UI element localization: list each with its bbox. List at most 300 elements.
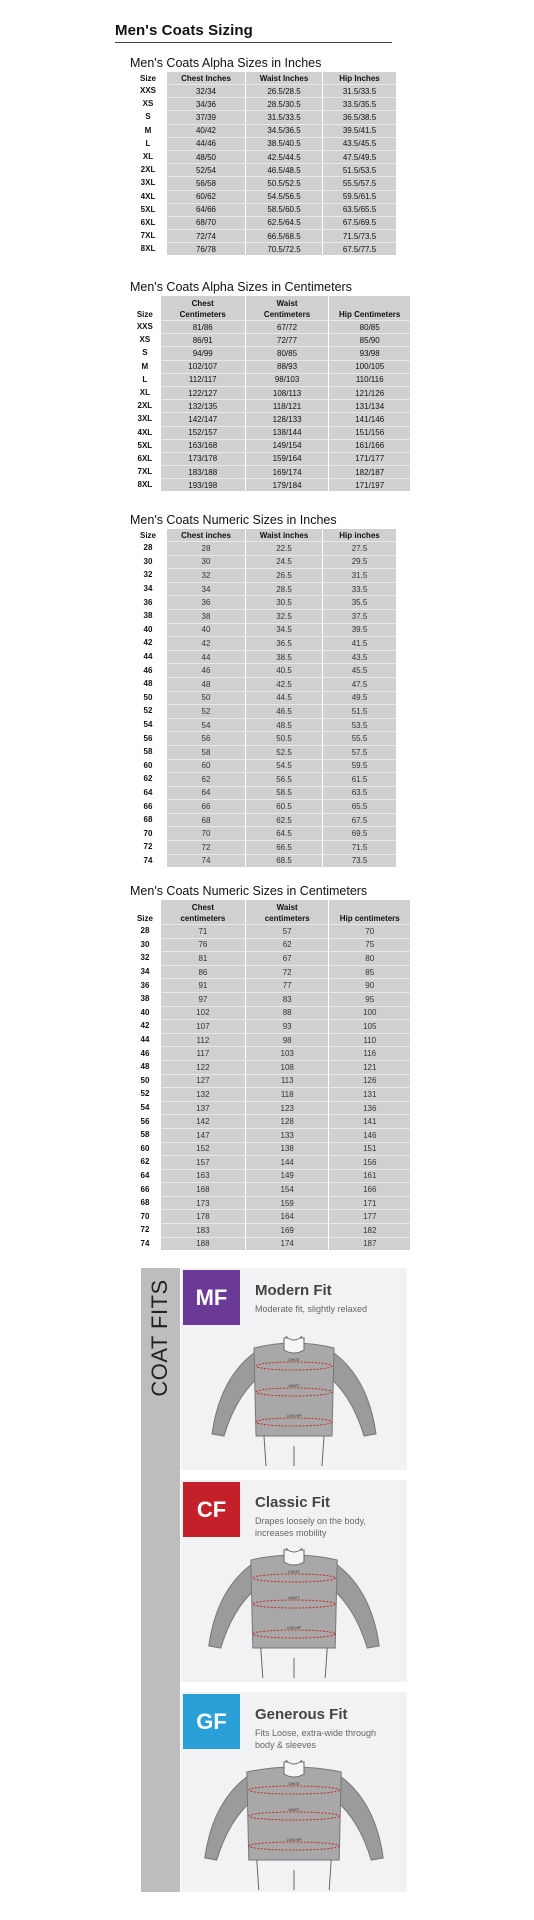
measure-cell: 71.5 bbox=[322, 840, 396, 854]
measure-cell: 34.5 bbox=[245, 623, 322, 637]
column-header: Hip Inches bbox=[322, 72, 396, 84]
measure-cell: 72/74 bbox=[166, 229, 245, 242]
measure-cell: 166 bbox=[328, 1182, 410, 1196]
table-row bbox=[130, 1128, 410, 1142]
measure-cell: 138/144 bbox=[245, 426, 329, 439]
measure-cell: 51.5/53.5 bbox=[322, 163, 396, 176]
measure-cell: 62 bbox=[166, 772, 245, 786]
measure-cell: 156 bbox=[328, 1155, 410, 1169]
table-row bbox=[130, 609, 396, 623]
measure-cell: 90 bbox=[328, 978, 410, 992]
fit-card-generous bbox=[181, 1692, 407, 1892]
table-row bbox=[130, 595, 396, 609]
table-row bbox=[130, 1155, 410, 1169]
measure-cell: 74 bbox=[166, 854, 245, 868]
measure-cell: 52/54 bbox=[166, 163, 245, 176]
header-row bbox=[130, 296, 410, 320]
measure-cell: 128 bbox=[245, 1114, 329, 1128]
section-title: Men's Coats Alpha Sizes in Centimeters bbox=[130, 280, 352, 294]
measure-cell: 37/39 bbox=[166, 110, 245, 123]
measure-cell: 183 bbox=[160, 1223, 245, 1237]
measure-cell: 86/91 bbox=[160, 333, 245, 346]
measure-cell: 152 bbox=[160, 1142, 245, 1156]
table-row bbox=[130, 1182, 410, 1196]
measure-cell: 72 bbox=[166, 840, 245, 854]
measure-cell: 28 bbox=[166, 541, 245, 555]
measure-cell: 98/103 bbox=[245, 373, 329, 386]
garment-illustration bbox=[181, 1548, 407, 1678]
measure-cell: 117 bbox=[160, 1046, 245, 1060]
measure-cell: 102 bbox=[160, 1006, 245, 1020]
measure-cell: 46 bbox=[166, 663, 245, 677]
measure-cell: 46.5/48.5 bbox=[245, 163, 322, 176]
size-cell: 50 bbox=[130, 691, 166, 705]
table-row bbox=[130, 1209, 410, 1223]
size-cell: 48 bbox=[130, 1060, 160, 1074]
measure-cell: 52 bbox=[166, 704, 245, 718]
table-row bbox=[130, 924, 410, 938]
size-cell: 8XL bbox=[130, 478, 160, 491]
measure-cell: 72 bbox=[245, 965, 329, 979]
size-cell: 8XL bbox=[130, 242, 166, 255]
size-cell: 6XL bbox=[130, 216, 166, 229]
table-row bbox=[130, 110, 396, 123]
measure-cell: 34.5/36.5 bbox=[245, 124, 322, 137]
measure-cell: 179/184 bbox=[245, 478, 329, 491]
measure-cell: 64/66 bbox=[166, 203, 245, 216]
measure-cell: 71.5/73.5 bbox=[322, 229, 396, 242]
measure-cell: 34 bbox=[166, 582, 245, 596]
waist-label: WAIST bbox=[288, 1808, 300, 1812]
size-cell: 34 bbox=[130, 965, 160, 979]
measure-cell: 58 bbox=[166, 745, 245, 759]
size-cell: 7XL bbox=[130, 465, 160, 478]
measure-cell: 30.5 bbox=[245, 595, 322, 609]
measure-cell: 29.5 bbox=[322, 555, 396, 569]
table-row bbox=[130, 1114, 410, 1128]
measure-cell: 44.5 bbox=[245, 691, 322, 705]
fit-name: Classic Fit bbox=[255, 1494, 331, 1511]
measure-cell: 182/187 bbox=[328, 465, 410, 478]
table-row bbox=[130, 759, 396, 773]
measure-cell: 26.5/28.5 bbox=[245, 84, 322, 97]
table-row bbox=[130, 426, 410, 439]
measure-cell: 39.5/41.5 bbox=[322, 124, 396, 137]
alpha-centimeters-table bbox=[130, 296, 410, 491]
fit-badge: CF bbox=[183, 1482, 240, 1537]
table-row bbox=[130, 826, 396, 840]
measure-cell: 122 bbox=[160, 1060, 245, 1074]
column-header: Chest Centimeters bbox=[160, 296, 245, 320]
table-row bbox=[130, 346, 410, 359]
classic-fit-figure bbox=[181, 1548, 407, 1678]
numeric-centimeters-table bbox=[130, 900, 410, 1250]
fit-name: Modern Fit bbox=[255, 1282, 332, 1299]
table-row bbox=[130, 677, 396, 691]
measure-cell: 54.5/56.5 bbox=[245, 190, 322, 203]
table-row bbox=[130, 242, 396, 255]
measure-cell: 80/85 bbox=[245, 346, 329, 359]
table-row bbox=[130, 978, 410, 992]
table-row bbox=[130, 965, 410, 979]
table-row bbox=[130, 1060, 410, 1074]
measure-cell: 108 bbox=[245, 1060, 329, 1074]
measure-cell: 88 bbox=[245, 1006, 329, 1020]
measure-cell: 152/157 bbox=[160, 426, 245, 439]
measure-cell: 67 bbox=[245, 951, 329, 965]
measure-cell: 100/105 bbox=[328, 360, 410, 373]
size-cell: 2XL bbox=[130, 163, 166, 176]
header-row bbox=[130, 900, 410, 924]
table-row bbox=[130, 731, 396, 745]
measure-cell: 146 bbox=[328, 1128, 410, 1142]
size-cell: 34 bbox=[130, 582, 166, 596]
column-header: Size bbox=[130, 529, 166, 541]
measure-cell: 44 bbox=[166, 650, 245, 664]
header-row bbox=[130, 529, 396, 541]
table-row bbox=[130, 1019, 410, 1033]
size-cell: XXS bbox=[130, 320, 160, 333]
column-header: Size bbox=[130, 900, 160, 924]
fit-description: Fits Loose, extra-wide through body & sleeves bbox=[255, 1728, 377, 1750]
size-cell: 32 bbox=[130, 568, 166, 582]
measure-cell: 64.5 bbox=[245, 826, 322, 840]
measure-cell: 171/177 bbox=[328, 452, 410, 465]
measure-cell: 35.5 bbox=[322, 595, 396, 609]
measure-cell: 112/117 bbox=[160, 373, 245, 386]
measure-cell: 116 bbox=[328, 1046, 410, 1060]
page-title: Men's Coats Sizing bbox=[115, 22, 253, 39]
measure-cell: 45.5 bbox=[322, 663, 396, 677]
alpha-inches-table bbox=[130, 72, 396, 255]
size-cell: 36 bbox=[130, 595, 166, 609]
measure-cell: 132 bbox=[160, 1087, 245, 1101]
table-row bbox=[130, 150, 396, 163]
size-cell: 4XL bbox=[130, 426, 160, 439]
column-header: Hip centimeters bbox=[328, 900, 410, 924]
size-cell: 38 bbox=[130, 992, 160, 1006]
alpha-inches-section bbox=[130, 56, 410, 255]
measure-cell: 105 bbox=[328, 1019, 410, 1033]
low-hip-label: LOW HIP bbox=[286, 1414, 302, 1418]
measure-cell: 31.5/33.5 bbox=[245, 110, 322, 123]
measure-cell: 66.5 bbox=[245, 840, 322, 854]
measure-cell: 193/198 bbox=[160, 478, 245, 491]
fit-badge: MF bbox=[183, 1270, 240, 1325]
measure-cell: 60.5 bbox=[245, 799, 322, 813]
measure-cell: 55.5/57.5 bbox=[322, 176, 396, 189]
measure-cell: 86 bbox=[160, 965, 245, 979]
size-cell: 42 bbox=[130, 636, 166, 650]
measure-cell: 62.5 bbox=[245, 813, 322, 827]
table-row bbox=[130, 1101, 410, 1115]
measure-cell: 43.5 bbox=[322, 650, 396, 664]
numeric-centimeters-section bbox=[130, 884, 410, 1250]
size-cell: 50 bbox=[130, 1074, 160, 1088]
table-row bbox=[130, 938, 410, 952]
header-row bbox=[130, 72, 396, 84]
measure-cell: 68 bbox=[166, 813, 245, 827]
garment-illustration bbox=[181, 1336, 407, 1466]
measure-cell: 32.5 bbox=[245, 609, 322, 623]
size-cell: 30 bbox=[130, 938, 160, 952]
measure-cell: 26.5 bbox=[245, 568, 322, 582]
measure-cell: 161 bbox=[328, 1169, 410, 1183]
size-cell: 52 bbox=[130, 704, 166, 718]
measure-cell: 37.5 bbox=[322, 609, 396, 623]
numeric-inches-table bbox=[130, 529, 396, 867]
measure-cell: 171/197 bbox=[328, 478, 410, 491]
size-cell: 54 bbox=[130, 1101, 160, 1115]
measure-cell: 163 bbox=[160, 1169, 245, 1183]
table-row bbox=[130, 1223, 410, 1237]
size-cell: 54 bbox=[130, 718, 166, 732]
measure-cell: 154 bbox=[245, 1182, 329, 1196]
measure-cell: 22.5 bbox=[245, 541, 322, 555]
size-cell: 4XL bbox=[130, 190, 166, 203]
column-header: Chest inches bbox=[166, 529, 245, 541]
coat-fits-panel bbox=[141, 1268, 407, 1892]
size-cell: M bbox=[130, 124, 166, 137]
column-header: Waist centimeters bbox=[245, 900, 329, 924]
measure-cell: 100 bbox=[328, 1006, 410, 1020]
size-cell: 46 bbox=[130, 663, 166, 677]
table-row bbox=[130, 650, 396, 664]
size-cell: 62 bbox=[130, 772, 166, 786]
table-row bbox=[130, 373, 410, 386]
size-cell: 38 bbox=[130, 609, 166, 623]
chest-label: CHEST bbox=[288, 1570, 300, 1574]
size-cell: 40 bbox=[130, 623, 166, 637]
size-cell: 74 bbox=[130, 854, 166, 868]
table-row bbox=[130, 1087, 410, 1101]
measure-cell: 147 bbox=[160, 1128, 245, 1142]
measure-cell: 73.5 bbox=[322, 854, 396, 868]
section-title: Men's Coats Numeric Sizes in Centimeters bbox=[130, 884, 368, 898]
measure-cell: 138 bbox=[245, 1142, 329, 1156]
table-row bbox=[130, 465, 410, 478]
table-row bbox=[130, 582, 396, 596]
measure-cell: 59.5 bbox=[322, 759, 396, 773]
size-cell: XL bbox=[130, 386, 160, 399]
measure-cell: 133 bbox=[245, 1128, 329, 1142]
measure-cell: 169/174 bbox=[245, 465, 329, 478]
table-row bbox=[130, 813, 396, 827]
measure-cell: 81 bbox=[160, 951, 245, 965]
table-row bbox=[130, 1046, 410, 1060]
table-row bbox=[130, 663, 396, 677]
size-cell: 44 bbox=[130, 650, 166, 664]
table-row bbox=[130, 1196, 410, 1210]
measure-cell: 110 bbox=[328, 1033, 410, 1047]
table-row bbox=[130, 124, 396, 137]
measure-cell: 128/133 bbox=[245, 412, 329, 425]
table-row bbox=[130, 1006, 410, 1020]
measure-cell: 38.5 bbox=[245, 650, 322, 664]
measure-cell: 70 bbox=[328, 924, 410, 938]
measure-cell: 50.5 bbox=[245, 731, 322, 745]
measure-cell: 57.5 bbox=[322, 745, 396, 759]
measure-cell: 173 bbox=[160, 1196, 245, 1210]
size-cell: 36 bbox=[130, 978, 160, 992]
title-divider bbox=[115, 42, 392, 43]
generous-fit-figure bbox=[181, 1760, 407, 1890]
modern-fit-figure bbox=[181, 1336, 407, 1466]
table-row bbox=[130, 691, 396, 705]
measure-cell: 53.5 bbox=[322, 718, 396, 732]
measure-cell: 31.5 bbox=[322, 568, 396, 582]
measure-cell: 42.5 bbox=[245, 677, 322, 691]
size-cell: 68 bbox=[130, 813, 166, 827]
size-cell: 56 bbox=[130, 731, 166, 745]
column-header: Hip Centimeters bbox=[328, 296, 410, 320]
measure-cell: 56 bbox=[166, 731, 245, 745]
size-cell: 56 bbox=[130, 1114, 160, 1128]
column-header: Hip inches bbox=[322, 529, 396, 541]
size-cell: 70 bbox=[130, 826, 166, 840]
table-row bbox=[130, 555, 396, 569]
table-row bbox=[130, 1142, 410, 1156]
size-cell: 68 bbox=[130, 1196, 160, 1210]
measure-cell: 121/126 bbox=[328, 386, 410, 399]
table-row bbox=[130, 137, 396, 150]
measure-cell: 33.5 bbox=[322, 582, 396, 596]
column-header: Chest centimeters bbox=[160, 900, 245, 924]
measure-cell: 159 bbox=[245, 1196, 329, 1210]
size-cell: 60 bbox=[130, 759, 166, 773]
measure-cell: 131 bbox=[328, 1087, 410, 1101]
measure-cell: 42 bbox=[166, 636, 245, 650]
measure-cell: 95 bbox=[328, 992, 410, 1006]
measure-cell: 85 bbox=[328, 965, 410, 979]
coat-fits-sidebar bbox=[141, 1268, 180, 1892]
measure-cell: 63.5 bbox=[322, 786, 396, 800]
measure-cell: 121 bbox=[328, 1060, 410, 1074]
size-cell: M bbox=[130, 360, 160, 373]
measure-cell: 59.5/61.5 bbox=[322, 190, 396, 203]
table-row bbox=[130, 163, 396, 176]
size-cell: L bbox=[130, 137, 166, 150]
measure-cell: 36 bbox=[166, 595, 245, 609]
waist-label: WAIST bbox=[288, 1596, 300, 1600]
measure-cell: 94/99 bbox=[160, 346, 245, 359]
measure-cell: 161/166 bbox=[328, 439, 410, 452]
size-cell: 42 bbox=[130, 1019, 160, 1033]
fit-badge: GF bbox=[183, 1694, 240, 1749]
size-cell: 72 bbox=[130, 840, 166, 854]
measure-cell: 103 bbox=[245, 1046, 329, 1060]
measure-cell: 52.5 bbox=[245, 745, 322, 759]
measure-cell: 56/58 bbox=[166, 176, 245, 189]
table-row bbox=[130, 568, 396, 582]
measure-cell: 48 bbox=[166, 677, 245, 691]
measure-cell: 60 bbox=[166, 759, 245, 773]
table-row bbox=[130, 203, 396, 216]
measure-cell: 54.5 bbox=[245, 759, 322, 773]
size-cell: 74 bbox=[130, 1237, 160, 1251]
table-row bbox=[130, 439, 410, 452]
measure-cell: 112 bbox=[160, 1033, 245, 1047]
measure-cell: 108/113 bbox=[245, 386, 329, 399]
measure-cell: 32/34 bbox=[166, 84, 245, 97]
fit-description: Moderate fit, slightly relaxed bbox=[255, 1304, 368, 1314]
measure-cell: 118/121 bbox=[245, 399, 329, 412]
measure-cell: 32 bbox=[166, 568, 245, 582]
measure-cell: 50 bbox=[166, 691, 245, 705]
size-cell: 30 bbox=[130, 555, 166, 569]
size-cell: XS bbox=[130, 97, 166, 110]
measure-cell: 126 bbox=[328, 1074, 410, 1088]
size-cell: 58 bbox=[130, 1128, 160, 1142]
measure-cell: 50.5/52.5 bbox=[245, 176, 322, 189]
column-header: Waist Centimeters bbox=[245, 296, 329, 320]
column-header: Chest Inches bbox=[166, 72, 245, 84]
measure-cell: 182 bbox=[328, 1223, 410, 1237]
measure-cell: 151/156 bbox=[328, 426, 410, 439]
measure-cell: 76/78 bbox=[166, 242, 245, 255]
fit-card-modern bbox=[181, 1268, 407, 1470]
size-cell: XXS bbox=[130, 84, 166, 97]
table-row bbox=[130, 704, 396, 718]
measure-cell: 63.5/65.5 bbox=[322, 203, 396, 216]
table-row bbox=[130, 1074, 410, 1088]
measure-cell: 70.5/72.5 bbox=[245, 242, 322, 255]
size-cell: 64 bbox=[130, 1169, 160, 1183]
measure-cell: 40 bbox=[166, 623, 245, 637]
table-row bbox=[130, 840, 396, 854]
measure-cell: 132/135 bbox=[160, 399, 245, 412]
measure-cell: 30 bbox=[166, 555, 245, 569]
measure-cell: 64 bbox=[166, 786, 245, 800]
measure-cell: 49.5 bbox=[322, 691, 396, 705]
measure-cell: 144 bbox=[245, 1155, 329, 1169]
measure-cell: 58.5/60.5 bbox=[245, 203, 322, 216]
section-title: Men's Coats Numeric Sizes in Inches bbox=[130, 513, 337, 527]
table-row bbox=[130, 412, 410, 425]
measure-cell: 71 bbox=[160, 924, 245, 938]
table-row bbox=[130, 84, 396, 97]
measure-cell: 42.5/44.5 bbox=[245, 150, 322, 163]
measure-cell: 36.5/38.5 bbox=[322, 110, 396, 123]
measure-cell: 168 bbox=[160, 1182, 245, 1196]
measure-cell: 75 bbox=[328, 938, 410, 952]
table-row bbox=[130, 992, 410, 1006]
measure-cell: 48/50 bbox=[166, 150, 245, 163]
measure-cell: 31.5/33.5 bbox=[322, 84, 396, 97]
column-header: Size bbox=[130, 296, 160, 320]
measure-cell: 98 bbox=[245, 1033, 329, 1047]
table-row bbox=[130, 786, 396, 800]
measure-cell: 187 bbox=[328, 1237, 410, 1251]
measure-cell: 76 bbox=[160, 938, 245, 952]
measure-cell: 149/154 bbox=[245, 439, 329, 452]
measure-cell: 34/36 bbox=[166, 97, 245, 110]
table-row bbox=[130, 478, 410, 491]
size-cell: 32 bbox=[130, 951, 160, 965]
measure-cell: 56.5 bbox=[245, 772, 322, 786]
measure-cell: 142 bbox=[160, 1114, 245, 1128]
low-hip-label: LOW HIP bbox=[286, 1626, 302, 1630]
size-cell: S bbox=[130, 110, 166, 123]
measure-cell: 58.5 bbox=[245, 786, 322, 800]
column-header: Size bbox=[130, 72, 166, 84]
size-cell: 28 bbox=[130, 924, 160, 938]
fit-card-classic bbox=[181, 1480, 407, 1682]
measure-cell: 159/164 bbox=[245, 452, 329, 465]
measure-cell: 169 bbox=[245, 1223, 329, 1237]
measure-cell: 67.5/77.5 bbox=[322, 242, 396, 255]
size-cell: XS bbox=[130, 333, 160, 346]
